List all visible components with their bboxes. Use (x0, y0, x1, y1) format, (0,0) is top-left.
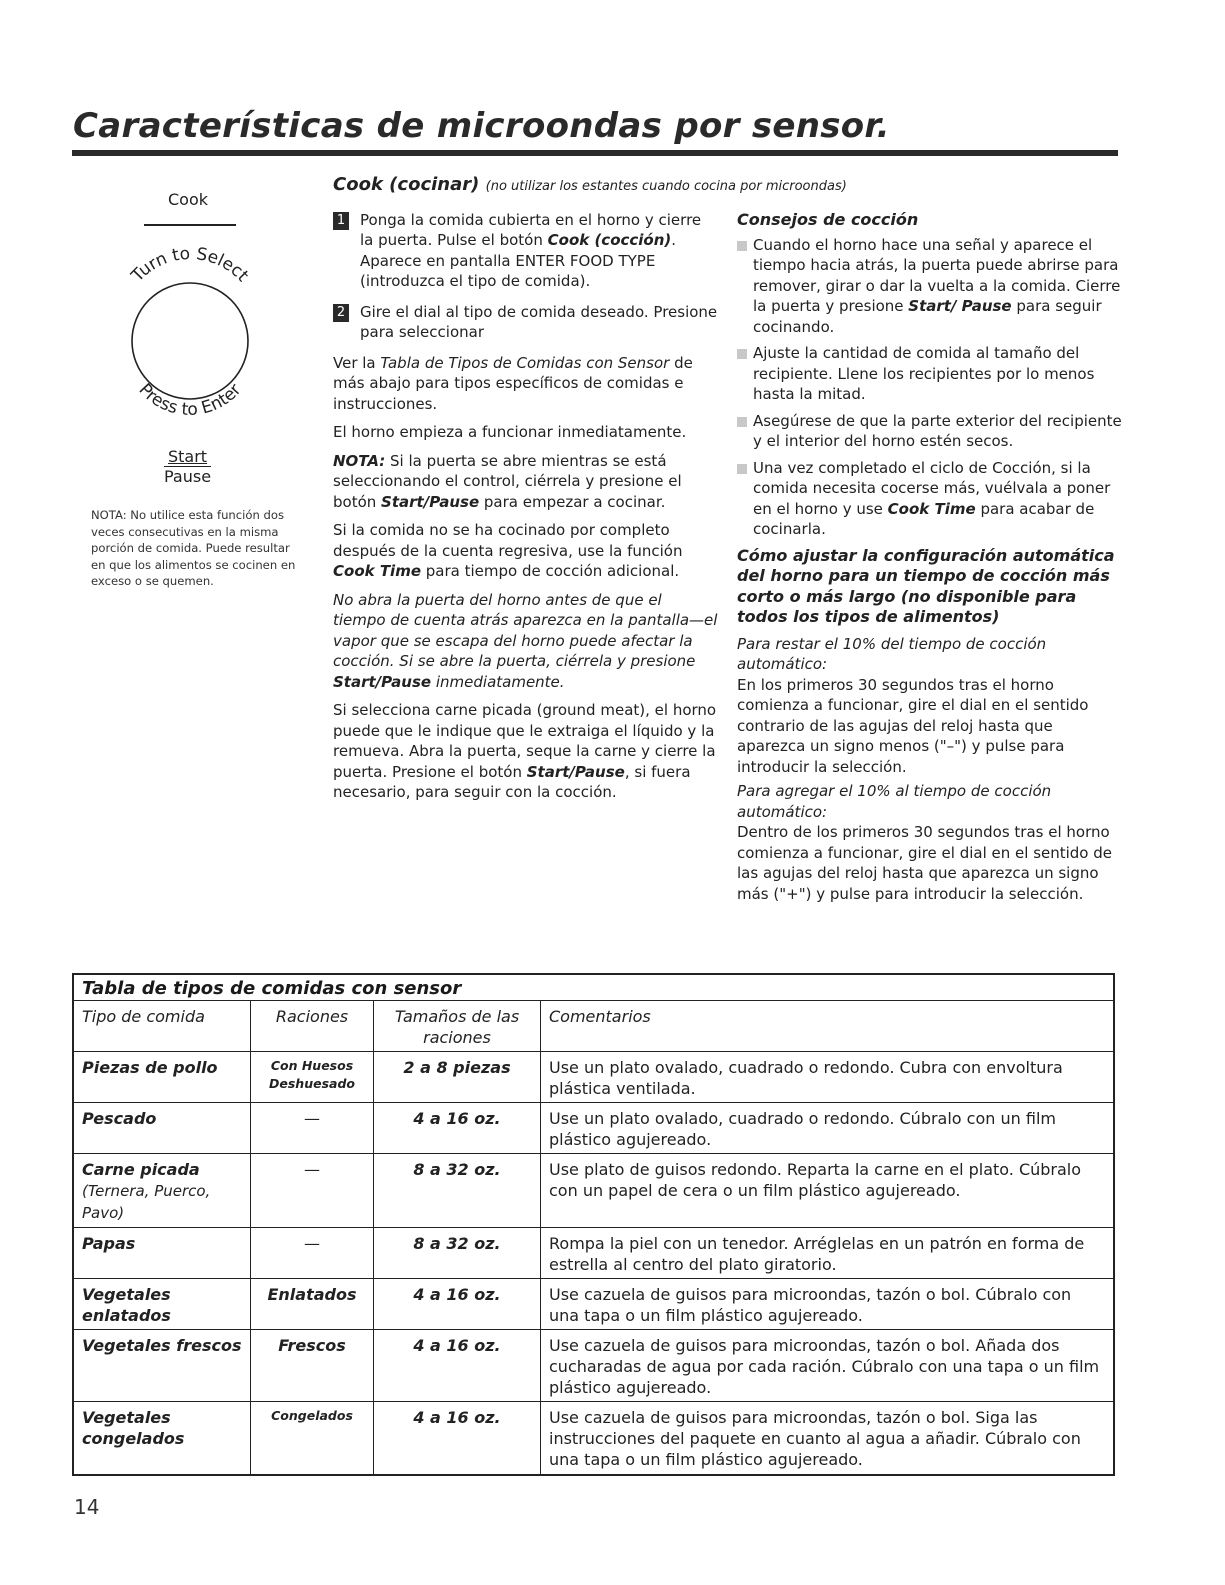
dial-bottom-text: Press to Enter (134, 379, 246, 421)
paragraph-door-warning: No abra la puerta del horno antes de que el tiempo de cuenta atrás aparezca en la pantalla—el vapor que se escapa del horno puede afectar la cocción. Si se abre la puerta, ciérrela y presione Start/Pause inmediatamente. (333, 590, 718, 691)
dial-top-text: Turn to Select (127, 245, 253, 286)
table-header-row (74, 1001, 1113, 1052)
page-title: Características de microondas por sensor. (73, 106, 890, 146)
cell-raciones: — (251, 1228, 374, 1279)
cook-label: Cook (168, 190, 209, 209)
column-header: Tipo de comida (74, 1001, 251, 1052)
cell-tam: 4 a 16 oz. (374, 1402, 541, 1474)
cell-tam: 8 a 32 oz. (374, 1228, 541, 1279)
cell-comentarios: Use cazuela de guisos para microondas, tazón o bol. Siga las instrucciones del paquete en cuanto al agua a añadir. Cúbralo con una tapa o un film plástico agujereado. (541, 1402, 1114, 1474)
tip-item: Una vez completado el ciclo de Cocción, si la comida necesita cocerse más, vuélvala a poner en el horno y use Cook Time para acabar de cocinarla. (737, 458, 1122, 540)
start-label: Start (167, 447, 208, 466)
tip-item: Asegúrese de que la parte exterior del recipiente y el interior del horno estén secos. (737, 411, 1122, 452)
cell-tam: 2 a 8 piezas (374, 1052, 541, 1103)
adjust-heading: Cómo ajustar la configuración automática del horno para un tiempo de cocción más corto o más largo (no disponible para todos los tipos de alimentos) (737, 545, 1115, 626)
page-number: 14 (74, 1495, 100, 1519)
cell-raciones: Congelados (251, 1402, 374, 1474)
add-heading: Para agregar el 10% al tiempo de cocción automático: (737, 782, 1052, 821)
table-row (74, 1330, 1113, 1402)
cell-tipo: Vegetales frescos (74, 1330, 251, 1402)
cell-raciones: Con Huesos Deshuesado (251, 1052, 374, 1103)
step-1-badge: 1 (333, 212, 349, 230)
cell-tam: 4 a 16 oz. (374, 1103, 541, 1154)
column-header: Tamaños de las raciones (374, 1001, 541, 1052)
cell-tipo: Carne picada (Ternera, Puerco, Pavo) (74, 1154, 251, 1228)
cell-comentarios: Use un plato ovalado, cuadrado o redondo. Cúbralo con un film plástico agujereado. (541, 1103, 1114, 1154)
table-row (74, 1228, 1113, 1279)
column-header: Raciones (251, 1001, 374, 1052)
cell-comentarios: Use cazuela de guisos para microondas, tazón o bol. Cúbralo con una tapa o un film plástico agujereado. (541, 1279, 1114, 1330)
pause-label: Pause (164, 467, 212, 486)
cell-tipo: Papas (74, 1228, 251, 1279)
table-row (74, 1279, 1113, 1330)
cell-tipo: Pescado (74, 1103, 251, 1154)
cell-tipo: Vegetales enlatados (74, 1279, 251, 1330)
tip-item: Ajuste la cantidad de comida al tamaño del recipiente. Llene los recipientes por lo menos hasta la mitad. (737, 343, 1122, 405)
table-row (74, 1052, 1113, 1103)
step-2-badge: 2 (333, 304, 349, 322)
tips-heading: Consejos de cocción (737, 210, 919, 229)
cell-tam: 4 a 16 oz. (374, 1279, 541, 1330)
tips-section (737, 210, 1122, 908)
table-title: Tabla de tipos de comidas con sensor (74, 975, 1113, 1001)
paragraph-nota: NOTA: Si la puerta se abre mientras se está seleccionando el control, ciérrela y presione el botón Start/Pause para empezar a cocinar. (333, 451, 682, 511)
cell-raciones: Enlatados (251, 1279, 374, 1330)
paragraph-cook-time: Si la comida no se ha cocinado por completo después de la cuenta regresiva, use la función Cook Time para tiempo de cocción adicional. (333, 521, 683, 580)
step-2: 2 Gire el dial al tipo de comida deseado. Presione para seleccionar (333, 302, 718, 343)
cell-comentarios: Use un plato ovalado, cuadrado o redondo. Cubra con envoltura plástica ventilada. (541, 1052, 1114, 1103)
paragraph-ground-meat: Si selecciona carne picada (ground meat), el horno puede que le indique que le extraiga el líquido y la remueva. Abra la puerta, seque la carne y cierre la puerta. Presione el botón Start/Pause, si fuera necesario, para seguir con la cocción. (333, 701, 717, 801)
bullet-icon (737, 241, 747, 251)
bullet-icon (737, 464, 747, 474)
subtract-heading: Para restar el 10% del tiempo de cocción automático: (737, 634, 1047, 673)
bullet-icon (737, 417, 747, 427)
bullet-icon (737, 349, 747, 359)
cell-comentarios: Use cazuela de guisos para microondas, tazón o bol. Añada dos cucharadas de agua por cada ración. Cúbralo con una tapa o un film plástico agujereado. (541, 1330, 1114, 1402)
title-rule (72, 150, 1118, 156)
left-note: NOTA: No utilice esta función dos veces consecutivas en la misma porción de comida. Puede resultar en que los alimentos se cocinen en exceso o se quemen. (91, 508, 296, 588)
cell-tam: 8 a 32 oz. (374, 1154, 541, 1228)
start-pause-button (164, 447, 211, 486)
table-row (74, 1154, 1113, 1228)
table-row (74, 1103, 1113, 1154)
add-text: Dentro de los primeros 30 segundos tras el horno comienza a funcionar, gire el dial en el sentido de las agujas del reloj hasta que aparezca un signo más ("+") y pulse para introducir la selección. (737, 823, 1113, 903)
cell-raciones: — (251, 1154, 374, 1228)
cell-tipo-note: (Ternera, Puerco, Pavo) (82, 1182, 211, 1222)
column-header: Comentarios (541, 1001, 1114, 1052)
cell-tipo: Piezas de pollo (74, 1052, 251, 1103)
cell-raciones: Frescos (251, 1330, 374, 1402)
cell-tipo: Vegetales congelados (74, 1402, 251, 1474)
subtract-text: En los primeros 30 segundos tras el horno comienza a funcionar, gire el dial en el sentido contrario de las agujas del reloj hasta que aparezca un signo menos ("–") y pulse para introducir la selección. (737, 675, 1089, 776)
cook-heading: Cook (cocinar) (no utilizar los estantes cuando cocina por microondas) (333, 174, 847, 195)
dial-diagram (110, 245, 270, 435)
cell-tam: 4 a 16 oz. (374, 1330, 541, 1402)
cell-comentarios: Rompa la piel con un tenedor. Arréglelas en un patrón en forma de estrella al centro del plato giratorio. (541, 1228, 1114, 1279)
paragraph-table-ref: Ver la Tabla de Tipos de Comidas con Sensor de más abajo para tipos específicos de comidas e instrucciones. (333, 353, 693, 413)
table-row (74, 1402, 1113, 1474)
paragraph-starts: El horno empieza a funcionar inmediatamente. (333, 423, 687, 441)
cook-underline (144, 224, 236, 226)
cell-comentarios: Use plato de guisos redondo. Reparta la carne en el plato. Cúbralo con un papel de cera o un film plástico agujereado. (541, 1154, 1114, 1228)
sensor-food-table (72, 973, 1115, 1476)
cell-raciones: — (251, 1103, 374, 1154)
tip-item: Cuando el horno hace una señal y aparece el tiempo hacia atrás, la puerta puede abrirse para remover, girar o dar la vuelta a la comida. Cierre la puerta y presione Start/ Pause para seguir cocinando. (737, 235, 1122, 338)
step-1: 1 Ponga la comida cubierta en el horno y cierre la puerta. Pulse el botón Cook (cocción). Aparece en pantalla ENTER FOOD TYPE (introduzca el tipo de comida). (333, 210, 718, 292)
